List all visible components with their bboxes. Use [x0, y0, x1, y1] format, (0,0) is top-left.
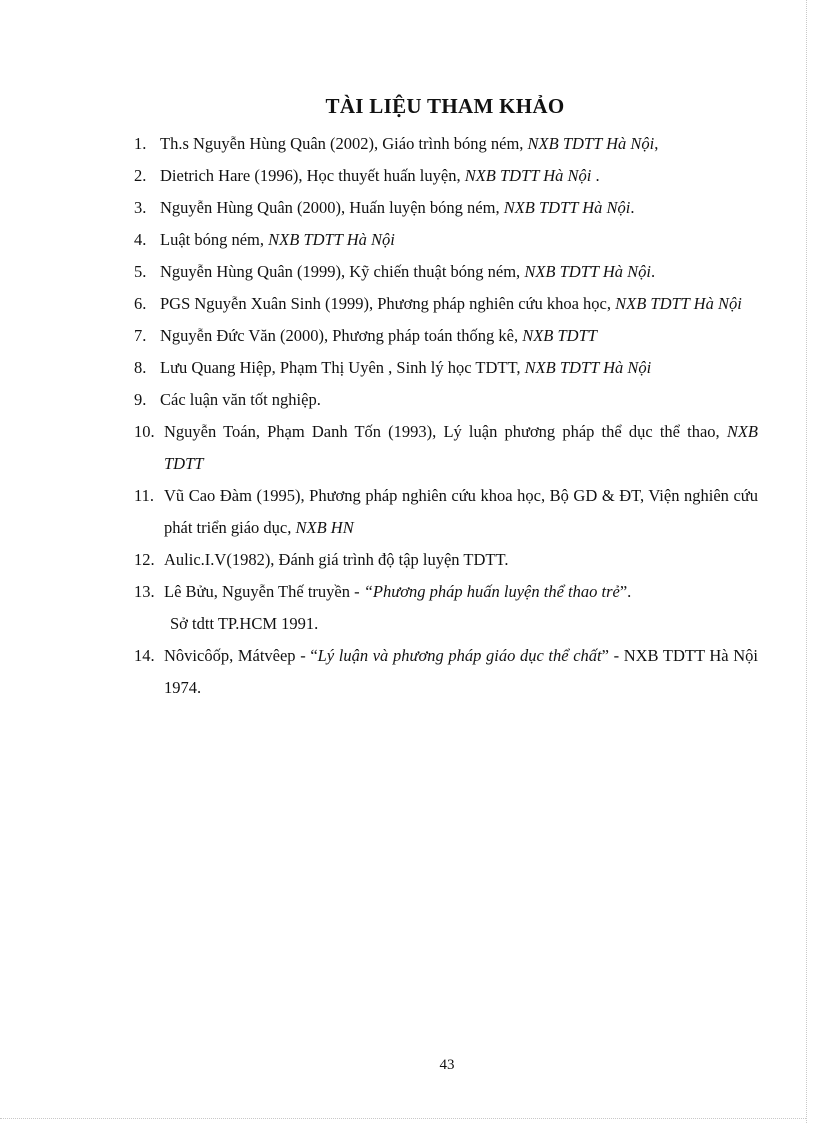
page-border-right [806, 0, 807, 1123]
reference-publisher: “Phương pháp huấn luyện thể thao trẻ [363, 582, 620, 601]
page-number: 43 [439, 1057, 455, 1073]
reference-number: 10. [134, 422, 155, 441]
reference-suffix: ”. [619, 582, 632, 601]
reference-number: 6. [134, 294, 147, 313]
reference-item [134, 224, 758, 256]
reference-number: 1. [134, 134, 147, 153]
reference-item [134, 288, 758, 320]
reference-number: 4. [134, 230, 147, 249]
reference-text: Nguyễn Hùng Quân (1999), Kỹ chiến thuật bóng ném, [160, 262, 525, 281]
reference-number: 9. [134, 390, 147, 409]
reference-suffix: ” - NXB TDTT Hà Nội 1974. [164, 646, 759, 697]
reference-suffix: . [651, 262, 656, 281]
reference-publisher: Lý luận và phương pháp giáo dục thể chất [317, 646, 602, 665]
reference-text: Lưu Quang Hiệp, Phạm Thị Uyên , Sinh lý học TDTT, [160, 358, 525, 377]
reference-text: Th.s Nguyễn Hùng Quân (2002), Giáo trình bóng ném, [160, 134, 528, 153]
reference-suffix: , [654, 134, 659, 153]
reference-text: Nguyễn Hùng Quân (2000), Huấn luyện bóng ném, [160, 198, 504, 217]
reference-item [134, 320, 758, 352]
reference-text: Luật bóng ném, [160, 230, 269, 249]
reference-publisher: NXB TDTT Hà Nội [527, 134, 655, 153]
reference-item [134, 160, 758, 192]
reference-text: Aulic.I.V(1982), Đánh giá trình độ tập luyện TDTT. [164, 550, 509, 569]
reference-number: 14. [134, 646, 155, 665]
reference-item [134, 416, 758, 480]
reference-suffix: . [591, 166, 600, 185]
reference-item [134, 256, 758, 288]
reference-number: 12. [134, 550, 155, 569]
reference-publisher: NXB TDTT Hà Nội [464, 166, 592, 185]
reference-item [134, 384, 758, 416]
reference-item [134, 640, 758, 704]
reference-number: 5. [134, 262, 147, 281]
reference-number: 2. [134, 166, 147, 185]
reference-item [134, 192, 758, 224]
reference-text: Các luận văn tốt nghiệp. [160, 390, 321, 409]
reference-publisher: NXB TDTT Hà Nội [615, 294, 742, 313]
reference-publisher: NXB TDTT Hà Nội [524, 262, 652, 281]
reference-item [134, 352, 758, 384]
reference-publisher: NXB TDTT [164, 422, 758, 473]
reference-publisher: NXB TDTT [522, 326, 597, 345]
reference-list [134, 128, 758, 704]
page-border-bottom [0, 1118, 806, 1119]
reference-text: PGS Nguyễn Xuân Sinh (1999), Phương pháp nghiên cứu khoa học, [160, 294, 616, 313]
reference-number: 8. [134, 358, 147, 377]
reference-item [134, 576, 758, 608]
reference-item [134, 544, 758, 576]
reference-text: Vũ Cao Đàm (1995), Phương pháp nghiên cứu khoa học, Bộ GD & ĐT, Viện nghiên cứu phát triển giáo dục, [164, 486, 758, 537]
reference-publisher: NXB TDTT Hà Nội [524, 358, 652, 377]
reference-text: Lê Bửu, Nguyễn Thế truyền - [164, 582, 364, 601]
page-title: TÀI LIỆU THAM KHẢO [325, 94, 565, 118]
reference-text: Dietrich Hare (1996), Học thuyết huấn luyện, [160, 166, 465, 185]
reference-text: Nguyễn Toán, Phạm Danh Tốn (1993), Lý luận phương pháp thể dục thể thao, [164, 422, 727, 441]
reference-number: 7. [134, 326, 147, 345]
reference-text: Nguyễn Đức Văn (2000), Phương pháp toán thống kê, [160, 326, 523, 345]
reference-number: 3. [134, 198, 147, 217]
reference-number: 11. [134, 486, 155, 505]
reference-text: Nôvicôốp, Mátvêep - “ [164, 646, 318, 665]
reference-publisher: NXB HN [295, 518, 354, 537]
reference-item [134, 480, 758, 544]
reference-extra-line: Sở tdtt TP.HCM 1991. [170, 614, 319, 633]
reference-number: 13. [134, 582, 155, 601]
reference-suffix: . [630, 198, 635, 217]
reference-publisher: NXB TDTT Hà Nội [503, 198, 631, 217]
reference-item [134, 128, 758, 160]
reference-publisher: NXB TDTT Hà Nội [268, 230, 395, 249]
